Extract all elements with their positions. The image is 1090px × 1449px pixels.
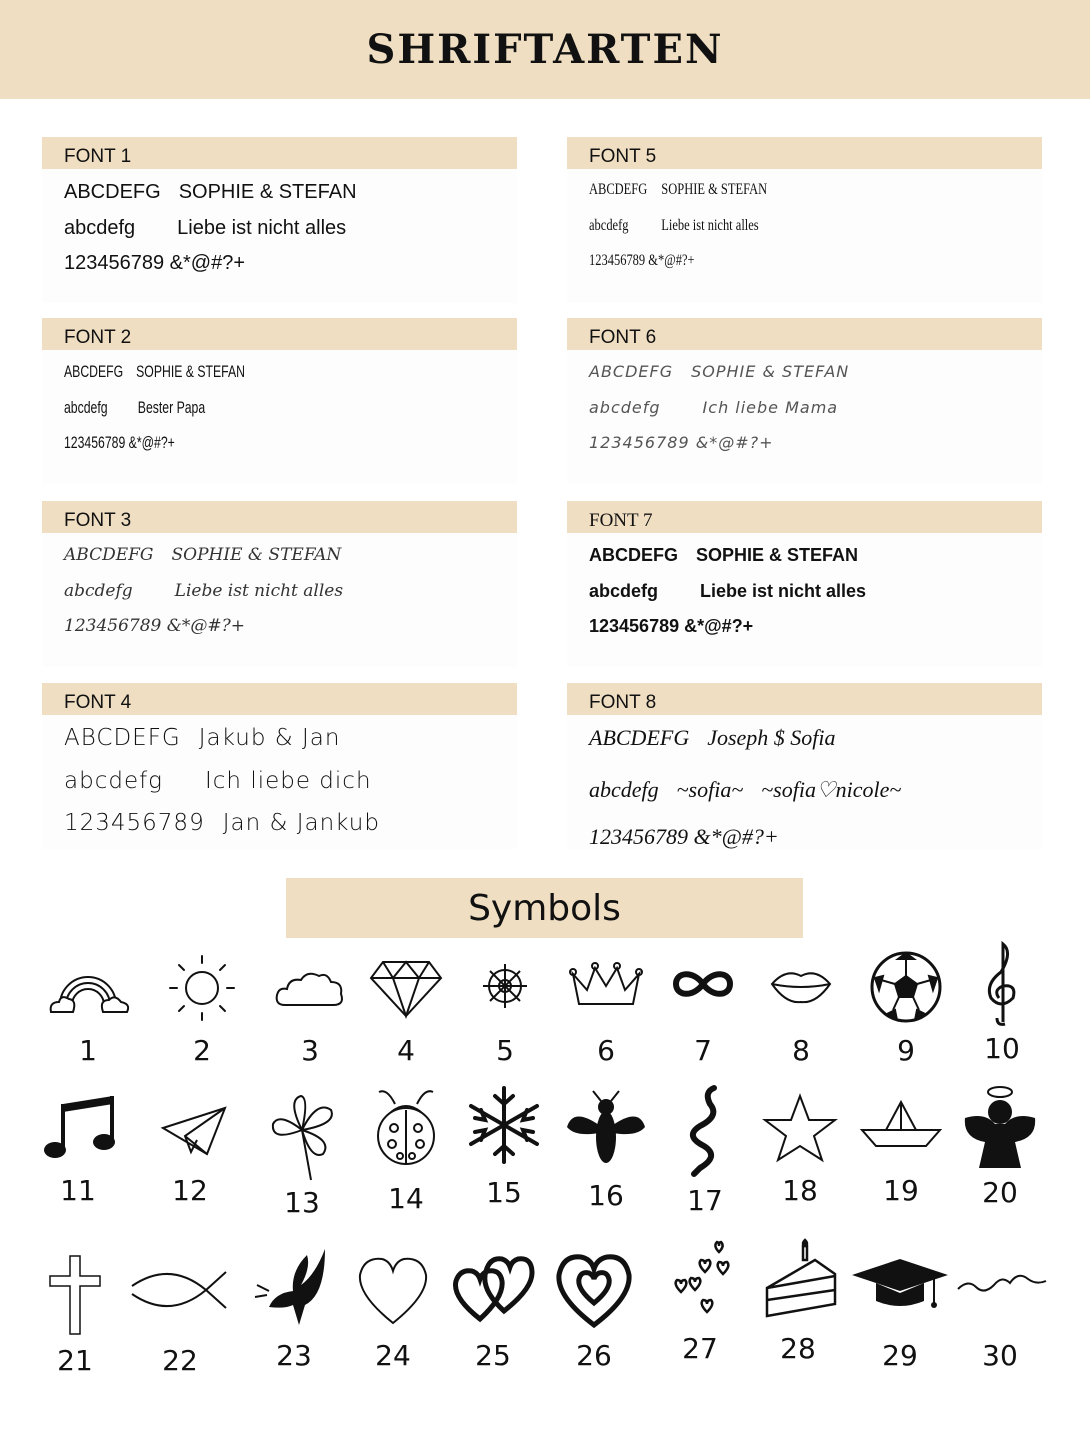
font-sample-line-3: 123456789 &*@#?+ [589, 616, 754, 636]
snake-icon [660, 1080, 750, 1180]
symbol-number: 28 [780, 1332, 816, 1365]
symbol-number: 12 [172, 1174, 208, 1207]
font-sample-line-2: abcdefg Liebe ist nicht alles [64, 217, 347, 239]
symbol-15[interactable] [454, 1082, 554, 1209]
symbol-18[interactable] [750, 1090, 850, 1207]
symbol-number: 14 [388, 1182, 424, 1215]
font-card-2 [42, 318, 517, 484]
font-sample-line-3: 123456789 &*@#?+ [64, 433, 175, 452]
font-sample-line-1: ABCDEFG SOPHIE & STEFAN [64, 362, 245, 381]
symbol-number: 16 [588, 1179, 624, 1212]
font-label: FONT 5 [567, 137, 1042, 169]
symbol-number: 5 [496, 1034, 514, 1067]
paper-plane-icon [145, 1090, 235, 1170]
symbol-number: 7 [694, 1034, 712, 1067]
symbol-28[interactable] [748, 1238, 848, 1365]
symbol-12[interactable] [140, 1090, 240, 1207]
font-sample-line-3: 123456789 &*@#?+ [64, 616, 245, 636]
snowflake-icon [459, 1082, 549, 1172]
font-label: FONT 6 [567, 318, 1042, 350]
star-icon [755, 1090, 845, 1170]
nested-heart-icon [549, 1245, 639, 1335]
font-card-4 [42, 683, 517, 849]
font-sample-line-3: 123456789 &*@#?+ [589, 433, 774, 452]
font-sample-line-1: ABCDEFG SOPHIE & STEFAN [589, 362, 850, 381]
font-card-6 [567, 318, 1042, 484]
ladybug-icon [361, 1078, 451, 1178]
symbol-number: 24 [375, 1339, 411, 1372]
fish-icon [130, 1250, 230, 1340]
symbol-number: 13 [284, 1186, 320, 1219]
ship-wheel-icon [460, 950, 550, 1030]
symbol-number: 18 [782, 1174, 818, 1207]
font-sample-line-3: 123456789 &*@#?+ [589, 824, 779, 849]
font-sample-line-1: ABCDEFG SOPHIE & STEFAN [589, 545, 859, 565]
font-card-8 [567, 683, 1042, 849]
symbol-number: 23 [276, 1339, 312, 1372]
symbol-14[interactable] [356, 1078, 456, 1215]
heart-icon [348, 1245, 438, 1335]
music-notes-icon [33, 1090, 123, 1170]
symbol-number: 9 [897, 1034, 915, 1067]
font-sample-line-1: ABCDEFG Joseph $ Sofia [589, 725, 836, 750]
symbol-10[interactable] [952, 938, 1052, 1065]
infinity-icon [658, 950, 748, 1030]
crown-icon [561, 950, 651, 1030]
symbol-11[interactable] [28, 1090, 128, 1207]
symbol-19[interactable] [851, 1090, 951, 1207]
font-card-1 [42, 137, 517, 303]
symbol-number: 21 [57, 1344, 93, 1377]
font-sample-line-2: abcdefg Liebe ist nicht alles [589, 581, 867, 601]
symbol-7[interactable] [653, 950, 753, 1067]
symbol-26[interactable] [544, 1245, 644, 1372]
symbol-29[interactable] [850, 1245, 950, 1372]
cake-icon [753, 1238, 843, 1328]
symbol-13[interactable] [252, 1082, 352, 1219]
symbol-23[interactable] [244, 1245, 344, 1372]
small-hearts-icon [655, 1238, 745, 1328]
symbol-number: 22 [162, 1344, 198, 1377]
symbol-22[interactable] [130, 1250, 230, 1377]
symbol-30[interactable] [950, 1245, 1050, 1372]
symbol-number: 11 [60, 1174, 96, 1207]
font-sample-line-1: ABCDEFG Jakub & Jan [64, 725, 341, 751]
symbol-8[interactable] [751, 950, 851, 1067]
symbol-27[interactable] [650, 1238, 750, 1365]
symbol-number: 6 [597, 1034, 615, 1067]
symbol-number: 26 [576, 1339, 612, 1372]
graduation-cap-icon [850, 1245, 950, 1335]
symbol-number: 1 [79, 1034, 97, 1067]
symbol-number: 15 [486, 1176, 522, 1209]
symbol-number: 25 [475, 1339, 511, 1372]
symbol-2[interactable] [152, 950, 252, 1067]
font-label: FONT 7 [567, 501, 1042, 533]
font-sample-line-2: abcdefg Liebe ist nicht alles [64, 581, 344, 601]
font-sample-line-2: abcdefg Liebe ist nicht alles [589, 217, 759, 234]
symbol-number: 19 [883, 1174, 919, 1207]
dove-icon [249, 1245, 339, 1335]
treble-clef-icon [957, 938, 1047, 1028]
diamond-icon [361, 950, 451, 1030]
sun-icon [157, 950, 247, 1030]
symbol-3[interactable] [260, 950, 360, 1067]
angel-icon [955, 1082, 1045, 1172]
font-label: FONT 8 [567, 683, 1042, 715]
font-sample-line-2: abcdefg Bester Papa [64, 398, 206, 417]
cross-icon [30, 1250, 120, 1340]
symbols-title: Symbols [286, 878, 803, 938]
font-card-5 [567, 137, 1042, 303]
symbol-number: 29 [882, 1339, 918, 1372]
symbol-number: 2 [193, 1034, 211, 1067]
symbol-number: 4 [397, 1034, 415, 1067]
font-sample-line-3: 123456789 Jan & Jankub [64, 810, 380, 836]
symbol-number: 8 [792, 1034, 810, 1067]
font-sample-line-1: ABCDEFG SOPHIE & STEFAN [64, 545, 342, 565]
symbol-21[interactable] [25, 1250, 125, 1377]
symbol-number: 10 [984, 1032, 1020, 1065]
symbol-4[interactable] [356, 950, 456, 1067]
bee-icon [561, 1085, 651, 1175]
symbol-1[interactable] [38, 950, 138, 1067]
font-sample-line-3: 123456789 &*@#?+ [64, 252, 246, 274]
symbol-number: 3 [301, 1034, 319, 1067]
font-sample-line-2: abcdefg Ich liebe Mama [589, 398, 839, 417]
symbol-9[interactable] [856, 944, 956, 1067]
symbol-20[interactable] [950, 1082, 1050, 1209]
font-sample-line-1: ABCDEFG SOPHIE & STEFAN [589, 181, 768, 198]
lips-icon [756, 950, 846, 1030]
clover-icon [257, 1082, 347, 1182]
font-sample-line-3: 123456789 &*@#?+ [589, 252, 695, 269]
symbol-16[interactable] [556, 1085, 656, 1212]
symbol-24[interactable] [343, 1245, 443, 1372]
double-heart-icon [448, 1245, 538, 1335]
page-title: SHRIFTARTEN [366, 26, 724, 73]
symbol-number: 20 [982, 1176, 1018, 1209]
font-label: FONT 2 [42, 318, 517, 350]
symbol-number: 17 [687, 1184, 723, 1217]
font-sample-line-2: abcdefg ~sofia~ ~sofia♡nicole~ [589, 777, 902, 802]
wave-icon [950, 1245, 1050, 1335]
paper-boat-icon [856, 1090, 946, 1170]
symbol-25[interactable] [443, 1245, 543, 1372]
font-card-3 [42, 501, 517, 667]
symbol-5[interactable] [455, 950, 555, 1067]
page-header [0, 0, 1090, 99]
font-card-7 [567, 501, 1042, 667]
font-label: FONT 4 [42, 683, 517, 715]
symbol-number: 27 [682, 1332, 718, 1365]
symbol-6[interactable] [556, 950, 656, 1067]
font-label: FONT 3 [42, 501, 517, 533]
cloud-icon [265, 950, 355, 1030]
rainbow-icon [43, 950, 133, 1030]
soccer-ball-icon [861, 944, 951, 1030]
font-sample-line-1: ABCDEFG SOPHIE & STEFAN [64, 181, 357, 203]
font-label: FONT 1 [42, 137, 517, 169]
symbol-17[interactable] [655, 1080, 755, 1217]
font-sample-line-2: abcdefg Ich liebe dich [64, 768, 372, 794]
symbol-number: 30 [982, 1339, 1018, 1372]
